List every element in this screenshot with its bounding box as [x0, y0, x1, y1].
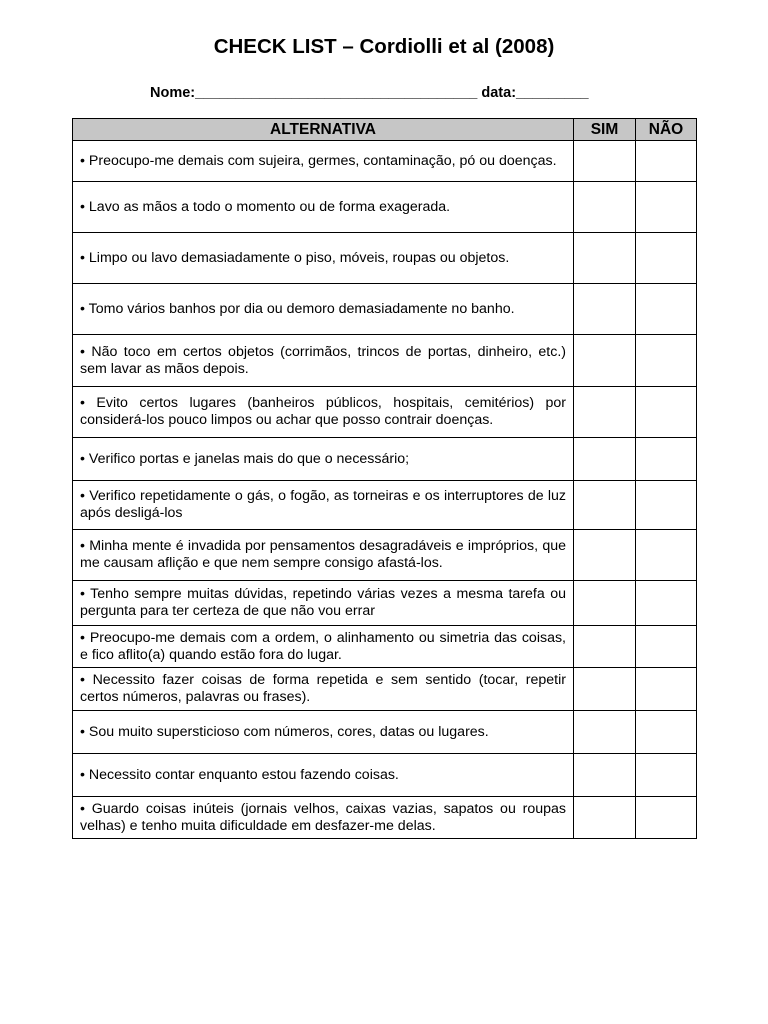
checklist-table — [72, 118, 697, 839]
nao-checkbox-cell[interactable] — [636, 233, 697, 284]
nao-checkbox-cell[interactable] — [636, 335, 697, 387]
question-text: • Guardo coisas inúteis (jornais velhos, caixas vazias, sapatos ou roupas velhas) e tenho muita dificuldade em desfazer-me delas. — [73, 797, 574, 839]
nao-checkbox-cell[interactable] — [636, 387, 697, 438]
sim-checkbox-cell[interactable] — [574, 754, 636, 797]
table-row — [73, 668, 697, 711]
table-row — [73, 182, 697, 233]
question-text: • Evito certos lugares (banheiros públicos, hospitais, cemitérios) por considerá-los pouco limpos ou achar que posso contrair doenças. — [73, 387, 574, 438]
sim-checkbox-cell[interactable] — [574, 284, 636, 335]
question-text: • Verifico repetidamente o gás, o fogão, as torneiras e os interruptores de luz após desligá-los — [73, 481, 574, 530]
nao-checkbox-cell[interactable] — [636, 481, 697, 530]
table-row — [73, 233, 697, 284]
nao-checkbox-cell[interactable] — [636, 626, 697, 668]
sim-checkbox-cell[interactable] — [574, 182, 636, 233]
sim-checkbox-cell[interactable] — [574, 481, 636, 530]
nao-checkbox-cell[interactable] — [636, 581, 697, 626]
header-row — [73, 119, 697, 141]
table-row — [73, 284, 697, 335]
table-row — [73, 797, 697, 839]
sim-checkbox-cell[interactable] — [574, 581, 636, 626]
question-text: • Minha mente é invadida por pensamentos desagradáveis e impróprios, que me causam aflição e que nem sempre consigo afastá-los. — [73, 530, 574, 581]
sim-checkbox-cell[interactable] — [574, 711, 636, 754]
sim-checkbox-cell[interactable] — [574, 530, 636, 581]
document-title: CHECK LIST – Cordiolli et al (2008) — [213, 35, 555, 58]
question-text: • Verifico portas e janelas mais do que o necessário; — [73, 438, 574, 481]
nao-checkbox-cell[interactable] — [636, 797, 697, 839]
question-text: • Limpo ou lavo demasiadamente o piso, móveis, roupas ou objetos. — [73, 233, 574, 284]
question-text: • Preocupo-me demais com a ordem, o alinhamento ou simetria das coisas, e fico aflito(a) quando estão fora do lugar. — [73, 626, 574, 668]
nao-checkbox-cell[interactable] — [636, 182, 697, 233]
table-row — [73, 754, 697, 797]
header-alternativa: ALTERNATIVA — [73, 119, 574, 141]
table-row — [73, 711, 697, 754]
table-row — [73, 335, 697, 387]
name-date-line: Nome:___________________________________ data:_________ — [150, 85, 589, 101]
sim-checkbox-cell[interactable] — [574, 387, 636, 438]
question-text: • Lavo as mãos a todo o momento ou de forma exagerada. — [73, 182, 574, 233]
table-row — [73, 581, 697, 626]
header-sim: SIM — [574, 119, 636, 141]
table-row — [73, 530, 697, 581]
nao-checkbox-cell[interactable] — [636, 141, 697, 182]
table-row — [73, 141, 697, 182]
nao-checkbox-cell[interactable] — [636, 754, 697, 797]
nao-checkbox-cell[interactable] — [636, 711, 697, 754]
question-text: • Não toco em certos objetos (corrimãos, trincos de portas, dinheiro, etc.) sem lavar as mãos depois. — [73, 335, 574, 387]
sim-checkbox-cell[interactable] — [574, 626, 636, 668]
table-row — [73, 626, 697, 668]
sim-checkbox-cell[interactable] — [574, 797, 636, 839]
sim-checkbox-cell[interactable] — [574, 141, 636, 182]
nao-checkbox-cell[interactable] — [636, 530, 697, 581]
sim-checkbox-cell[interactable] — [574, 438, 636, 481]
question-text: • Tenho sempre muitas dúvidas, repetindo várias vezes a mesma tarefa ou pergunta para ter certeza de que não vou errar — [73, 581, 574, 626]
question-text: • Preocupo-me demais com sujeira, germes, contaminação, pó ou doenças. — [73, 141, 574, 182]
question-text: • Tomo vários banhos por dia ou demoro demasiadamente no banho. — [73, 284, 574, 335]
table-row — [73, 481, 697, 530]
question-text: • Necessito contar enquanto estou fazendo coisas. — [73, 754, 574, 797]
nao-checkbox-cell[interactable] — [636, 438, 697, 481]
sim-checkbox-cell[interactable] — [574, 233, 636, 284]
nao-checkbox-cell[interactable] — [636, 284, 697, 335]
table-row — [73, 387, 697, 438]
table-row — [73, 438, 697, 481]
nao-checkbox-cell[interactable] — [636, 668, 697, 711]
sim-checkbox-cell[interactable] — [574, 335, 636, 387]
header-nao: NÃO — [636, 119, 697, 141]
sim-checkbox-cell[interactable] — [574, 668, 636, 711]
question-text: • Necessito fazer coisas de forma repetida e sem sentido (tocar, repetir certos números, palavras ou frases). — [73, 668, 574, 711]
question-text: • Sou muito supersticioso com números, cores, datas ou lugares. — [73, 711, 574, 754]
